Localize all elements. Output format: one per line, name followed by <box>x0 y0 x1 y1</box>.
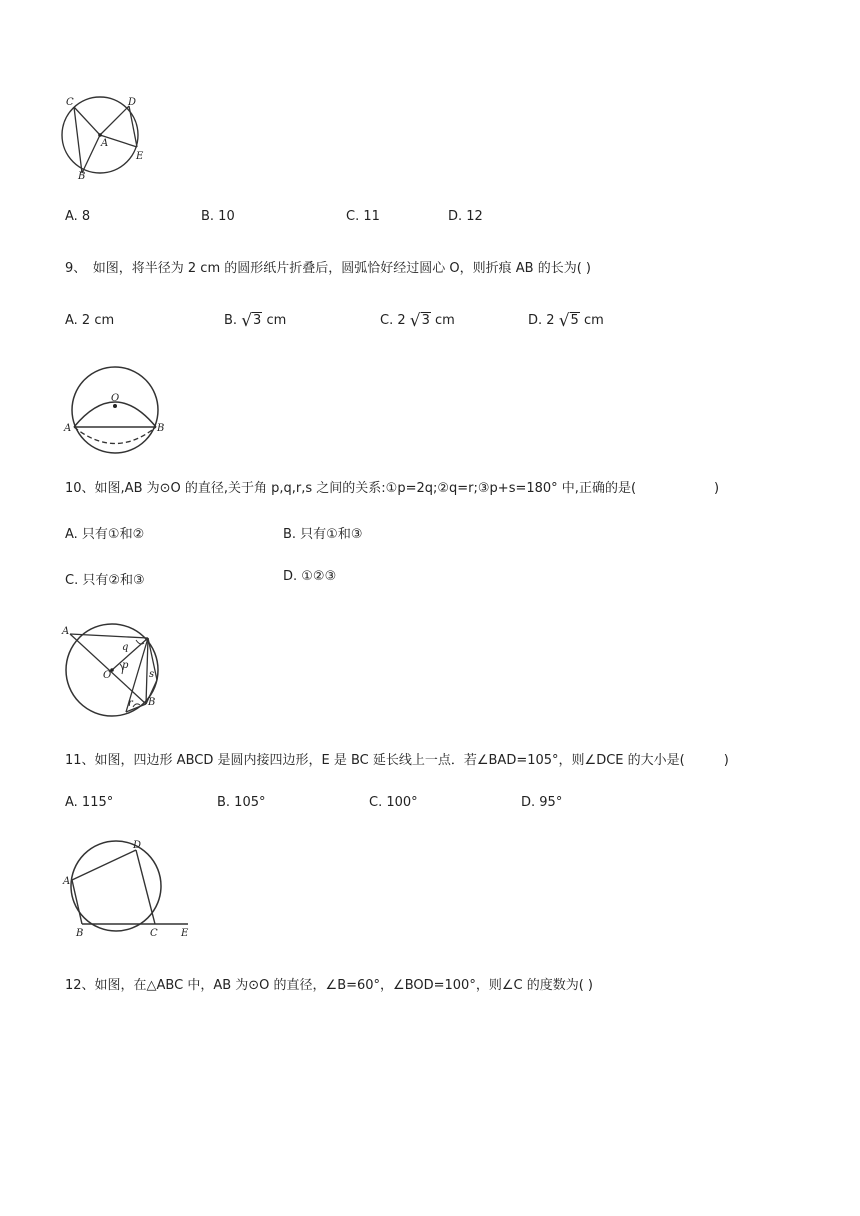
q10-label-b: B <box>148 697 156 708</box>
sqrt-symbol: √3 <box>241 311 262 331</box>
q10-label-o: O <box>103 670 112 681</box>
q8-figure <box>60 95 160 185</box>
q9-option-d-unit: cm <box>583 313 604 328</box>
q8-option-d[interactable]: D. 12 <box>448 209 483 224</box>
q9-label-a: A <box>64 423 72 434</box>
q8-option-c[interactable]: C. 11 <box>346 209 380 224</box>
q10-option-a[interactable]: A. 只有①和② <box>65 527 145 542</box>
q10-stem: 10、如图,AB 为⊙O 的直径,关于角 p,q,r,s 之间的关系:①p=2q;②q=r;③p+s=180° 中,正确的是( ) <box>65 481 720 496</box>
q11-option-b[interactable]: B. 105° <box>217 795 266 810</box>
q11-label-c: C <box>150 928 158 939</box>
q10-label-q: q <box>122 642 129 653</box>
q9-option-d[interactable] <box>528 311 604 331</box>
q10-label-a: A <box>62 626 70 637</box>
q12-stem: 12、如图，在△ABC 中，AB 为⊙O 的直径，∠B=60°，∠BOD=100°，则∠C 的度数为( ) <box>65 978 593 993</box>
q8-option-b[interactable]: B. 10 <box>201 209 235 224</box>
q9-stem: 9、 如图，将半径为 2 cm 的圆形纸片折叠后，圆弧恰好经过圆心 O，则折痕 AB 的长为( ) <box>65 261 591 276</box>
q9-option-d-radicand: 5 <box>570 313 579 328</box>
q10-option-b[interactable]: B. 只有①和③ <box>283 527 363 542</box>
q11-label-b: B <box>76 928 84 939</box>
q10-option-c[interactable]: C. 只有②和③ <box>65 573 145 588</box>
q9-option-c[interactable] <box>380 311 455 331</box>
q11-option-c[interactable]: C. 100° <box>369 795 418 810</box>
q9-option-c-prefix: C. 2 <box>380 313 406 328</box>
q11-label-d: D <box>133 840 142 851</box>
q9-option-b-prefix: B. <box>224 313 238 328</box>
q9-figure <box>62 360 172 455</box>
sqrt-symbol: √3 <box>409 311 430 331</box>
q9-label-o: O <box>111 393 120 404</box>
q8-label-c: C <box>66 97 74 108</box>
q10-label-p: p <box>122 660 129 671</box>
q9-label-b: B <box>157 423 165 434</box>
q8-label-d: D <box>128 97 137 108</box>
q8-label-b: B <box>78 171 86 182</box>
q9-option-b-radicand: 3 <box>253 313 262 328</box>
q11-label-a: A <box>63 876 71 887</box>
q9-option-b[interactable] <box>224 311 286 331</box>
q11-figure <box>60 840 195 940</box>
q10-label-s: s <box>149 669 155 680</box>
q9-option-b-unit: cm <box>266 313 287 328</box>
q8-option-a[interactable]: A. 8 <box>65 209 91 224</box>
q9-option-d-prefix: D. 2 <box>528 313 555 328</box>
q10-figure <box>60 622 170 717</box>
q8-label-e: E <box>136 151 144 162</box>
q11-option-a[interactable]: A. 115° <box>65 795 114 810</box>
q9-option-a[interactable]: A. 2 cm <box>65 313 115 328</box>
q11-stem: 11、如图，四边形 ABCD 是圆内接四边形，E 是 BC 延长线上一点．若∠BAD=105°，则∠DCE 的大小是( ) <box>65 753 729 768</box>
q9-option-c-unit: cm <box>435 313 455 328</box>
q8-label-a: A <box>101 138 109 149</box>
q10-label-r: r <box>128 698 133 709</box>
q11-option-d[interactable]: D. 95° <box>521 795 563 810</box>
q11-label-e: E <box>181 928 189 939</box>
q9-option-c-radicand: 3 <box>421 313 430 328</box>
q10-option-d[interactable]: D. ①②③ <box>283 569 337 584</box>
sqrt-symbol: √5 <box>558 311 579 331</box>
